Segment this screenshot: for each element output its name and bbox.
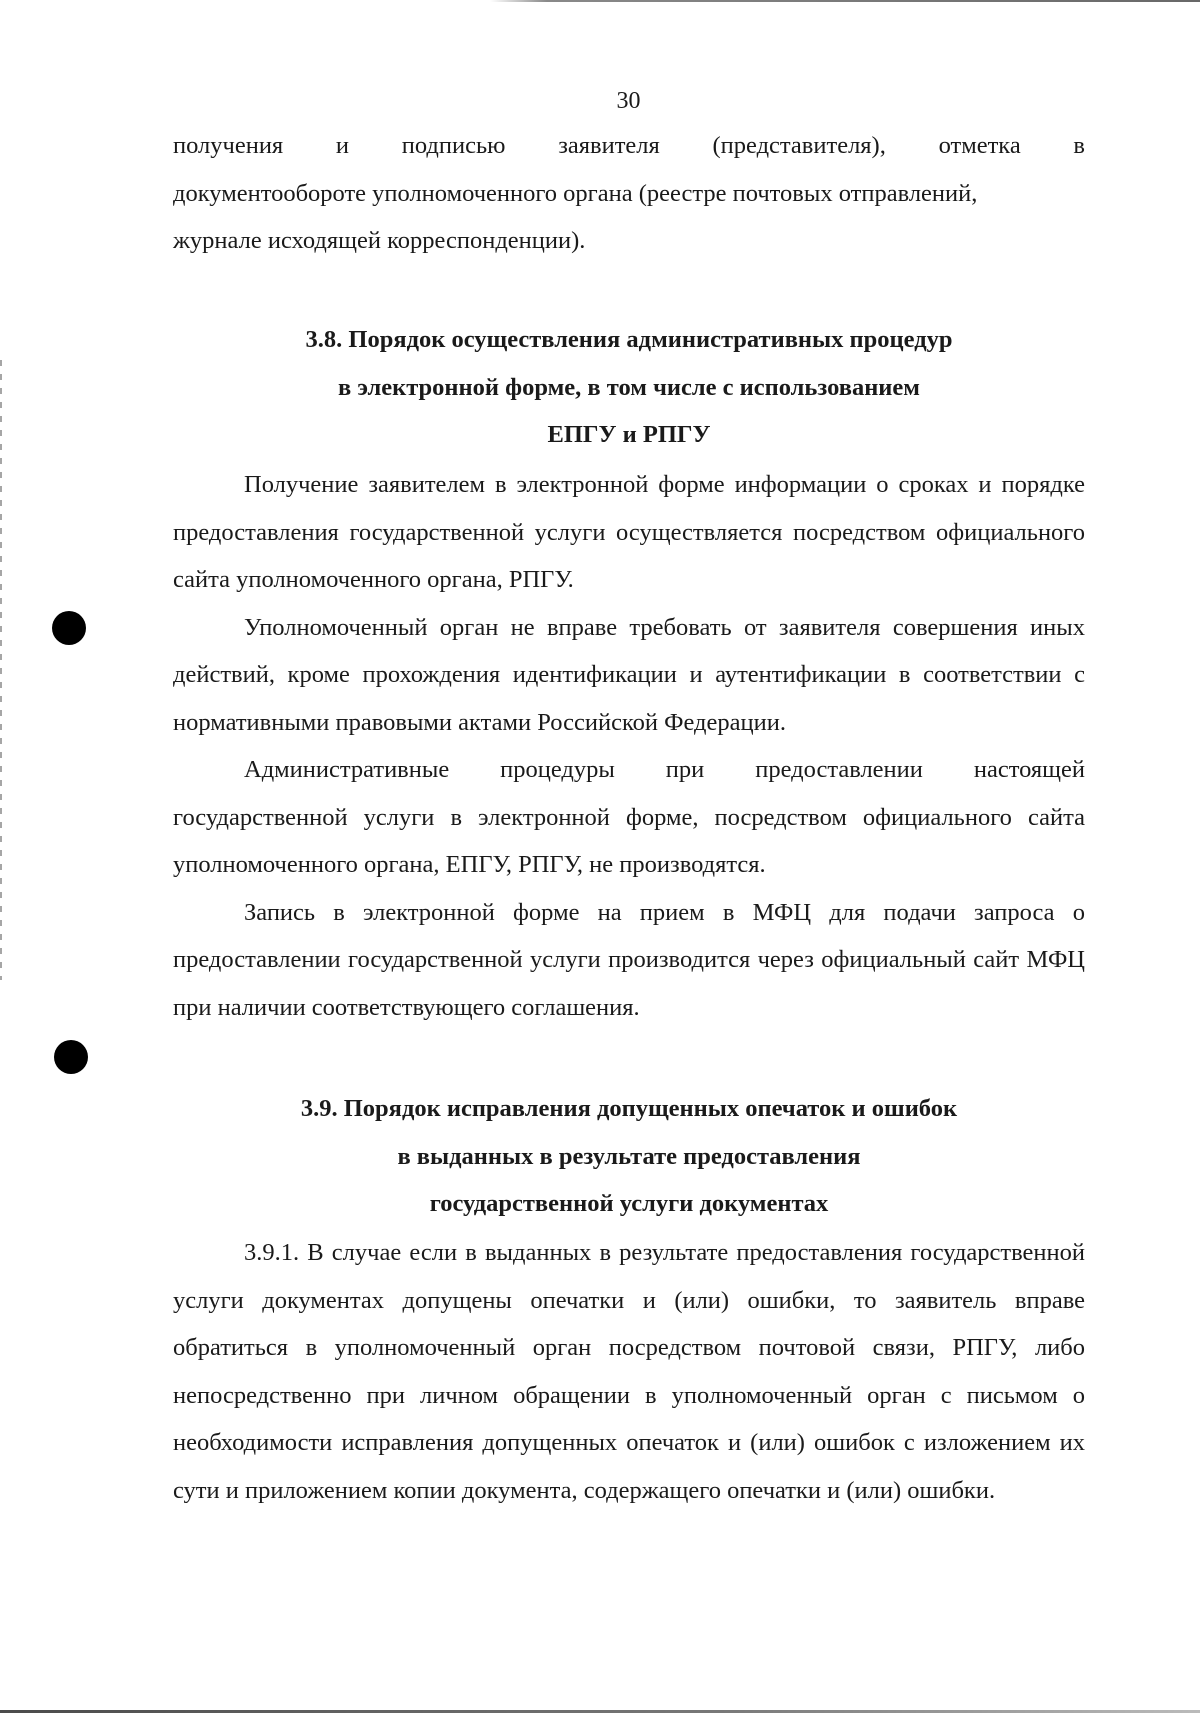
heading-line: 3.9. Порядок исправления допущенных опечаток и ошибок: [300, 1095, 958, 1122]
scan-border-top: [490, 0, 1200, 2]
punch-hole: [52, 611, 86, 645]
heading-line: государственной услуги документах: [429, 1190, 829, 1217]
paragraph: Получение заявителем в электронной форме информации о сроках и порядке предоставления государственной услуги осуществляется посредством официального сайта уполномоченного органа, РПГУ.: [173, 471, 1085, 593]
intro-continuation: [173, 122, 1085, 265]
paragraph: Уполномоченный орган не вправе требовать от заявителя совершения иных действий, кроме прохождения идентификации и аутентификации в соответствии с нормативными правовыми актами Российской Федерации.: [173, 613, 1085, 736]
section-body-3-9: [173, 1229, 1085, 1514]
paragraph: 3.9.1. В случае если в выданных в результате предоставления государственной услуги документах допущены опечатки и (или) ошибки, то заявитель вправе обратиться в уполномоченный орган посредством почтовой связи, РПГУ, либо непосредственно при личном обращении в уполномоченный орган с письмом о необходимости исправления допущенных опечаток и (или) ошибок с изложением их сути и приложением копии документа, содержащего опечатки и (или) ошибки.: [173, 1239, 1085, 1504]
text-line: журнале исходящей корреспонденции).: [173, 227, 586, 254]
text-line: документообороте уполномоченного органа (реестре почтовых отправлений,: [173, 179, 978, 207]
heading-line: в электронной форме, в том числе с использованием: [337, 373, 920, 401]
heading-line: 3.8. Порядок осуществления административных процедур: [305, 326, 953, 353]
paragraph: Административные процедуры при предоставлении настоящей государственной услуги в электронной форме, посредством официального сайта уполномоченного органа, ЕПГУ, РПГУ, не производятся.: [173, 756, 1085, 878]
scan-edge-left: [0, 360, 2, 980]
text-line: получения и подписью заявителя (представителя), отметка в: [173, 132, 1085, 159]
section-heading-3-8: [173, 316, 1085, 459]
punch-hole: [54, 1040, 88, 1074]
section-body-3-8: [173, 461, 1085, 1031]
scan-border-bottom: [0, 1710, 1200, 1713]
paragraph: Запись в электронной форме на прием в МФЦ для подачи запроса о предоставлении государственной услуги производится через официальный сайт МФЦ при наличии соответствующего соглашения.: [173, 898, 1085, 1021]
heading-line: ЕПГУ и РПГУ: [547, 421, 711, 448]
page-number: 30: [616, 88, 641, 114]
heading-line: в выданных в результате предоставления: [397, 1142, 861, 1170]
section-heading-3-9: [173, 1085, 1085, 1228]
